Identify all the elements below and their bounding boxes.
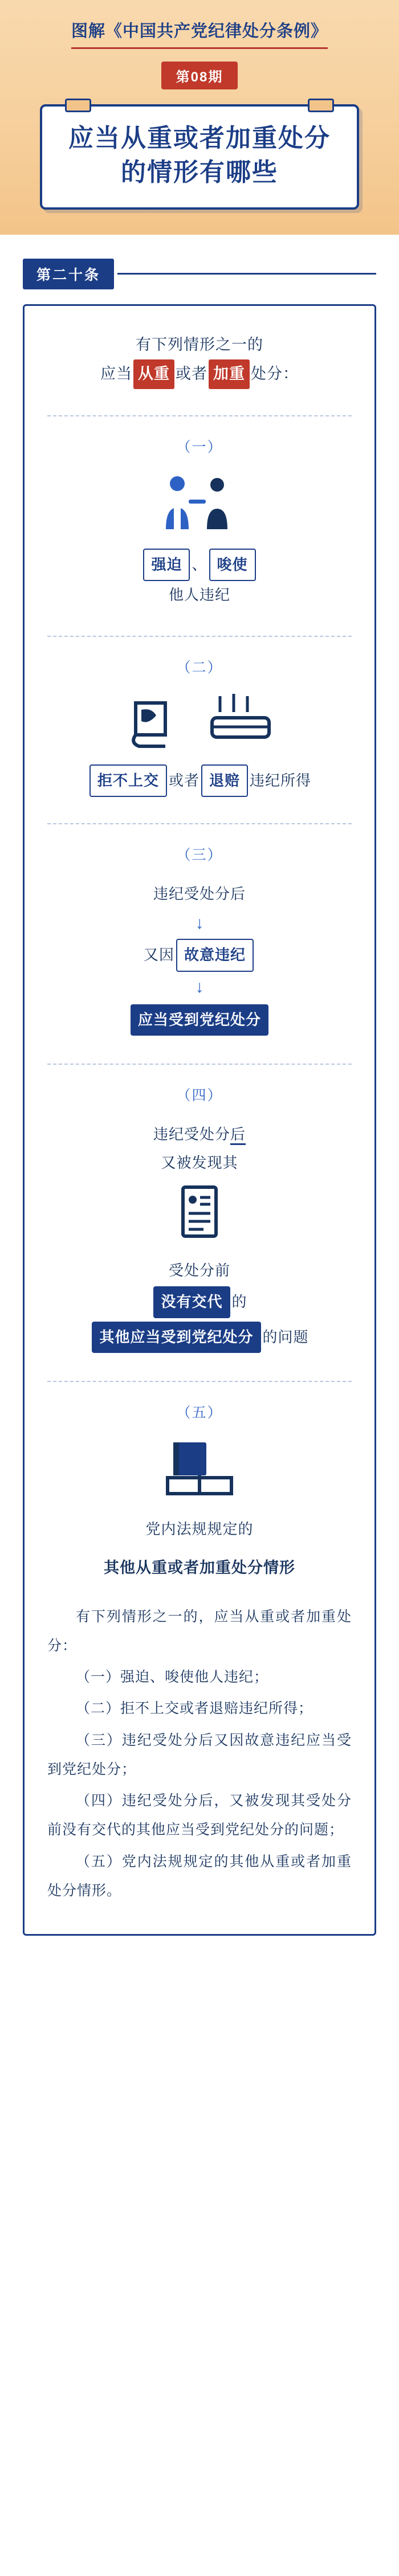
closing-paragraph-0: 有下列情形之一的，应当从重或者加重处分： bbox=[47, 1608, 352, 1654]
bottom-spacer bbox=[0, 1936, 399, 1970]
item-1-keywords bbox=[47, 549, 352, 581]
item-5-number: （五） bbox=[176, 1405, 223, 1421]
item-4-number: （四） bbox=[176, 1087, 223, 1104]
divider-2 bbox=[47, 636, 352, 637]
content-card bbox=[23, 304, 376, 1936]
item-4-line-3: 受处分前 bbox=[168, 1261, 230, 1279]
closing-paragraph-3: （三）违纪受处分后又因故意违纪应当受到党纪处分； bbox=[47, 1732, 352, 1777]
item-3-step-1: 违纪受处分后 bbox=[153, 885, 246, 902]
item-2-box-2: 退赔 bbox=[201, 764, 248, 797]
item-5-line-2: 其他从重或者加重处分情形 bbox=[104, 1559, 295, 1576]
item-2-number: （二） bbox=[176, 659, 223, 676]
item-1-number: （一） bbox=[176, 439, 223, 455]
item-3-step-3 bbox=[47, 1003, 352, 1037]
item-4-box-2-tail: 的问题 bbox=[262, 1328, 309, 1346]
closing-text bbox=[47, 1602, 352, 1906]
document-icon bbox=[174, 1183, 225, 1242]
main-title-line-2: 的情形有哪些 bbox=[121, 158, 278, 187]
divider-5 bbox=[47, 1381, 352, 1382]
lead-text bbox=[47, 331, 352, 389]
two-people-icon bbox=[157, 472, 242, 534]
article-tag: 第二十条 bbox=[23, 259, 114, 289]
item-3-arrow-2: ↓ bbox=[195, 977, 204, 996]
item-2-keywords bbox=[47, 764, 352, 797]
closing-paragraph-2: （二）拒不上交或者退赔违纪所得； bbox=[76, 1700, 314, 1717]
item-1-illustration bbox=[47, 472, 352, 534]
item-2-tail: 违纪所得 bbox=[250, 771, 312, 789]
main-title-box bbox=[40, 104, 359, 210]
divider-3 bbox=[47, 823, 352, 824]
item-1-box-1: 强迫 bbox=[143, 549, 190, 581]
item-5-line-1: 党内法规规定的 bbox=[145, 1520, 254, 1538]
item-4-illustration bbox=[47, 1183, 352, 1242]
item-1-box-2: 唆使 bbox=[209, 549, 256, 581]
article-tag-row bbox=[23, 259, 376, 289]
lead-prefix: 应当 bbox=[100, 365, 132, 382]
item-3-number: （三） bbox=[176, 847, 223, 863]
item-4-line-2: 又被发现其 bbox=[161, 1154, 238, 1171]
item-2-illustration bbox=[47, 693, 352, 750]
item-2-box-1: 拒不上交 bbox=[89, 764, 167, 797]
item-5-illustration bbox=[47, 1438, 352, 1500]
closing-paragraph-5: （五）党内法规规定的其他从重或者加重处分情形。 bbox=[47, 1853, 352, 1899]
wallet-icon bbox=[206, 693, 275, 750]
closing-paragraph-4: （四）违纪受处分后，又被发现其受处分前没有交代的其他应当受到党纪处分的问题； bbox=[47, 1793, 352, 1838]
item-1-connector: 、 bbox=[192, 555, 207, 573]
item-4-line-5 bbox=[47, 1320, 352, 1355]
lead-highlight-congzhong: 从重 bbox=[133, 359, 174, 389]
series-title: 图解《中国共产党纪律处分条例》 bbox=[71, 19, 328, 49]
lead-suffix: 处分： bbox=[251, 365, 299, 382]
item-4-box-2: 其他应当受到党纪处分 bbox=[92, 1322, 260, 1353]
tag-rule-divider bbox=[117, 273, 376, 275]
book-icon bbox=[160, 1438, 239, 1500]
item-4-line-1 bbox=[47, 1121, 352, 1148]
item-3-step-2-prefix: 又因 bbox=[143, 946, 174, 964]
item-4-line-1-underline: 后 bbox=[230, 1126, 246, 1145]
item-1-tail: 他人违纪 bbox=[168, 586, 230, 604]
item-4-line-1-prefix: 违纪受处分 bbox=[153, 1126, 230, 1143]
item-3-step-3-box: 应当受到党纪处分 bbox=[131, 1004, 268, 1036]
item-2-middle: 或者 bbox=[168, 771, 199, 789]
item-3-step-2-box: 故意违纪 bbox=[176, 939, 254, 971]
lead-middle: 或者 bbox=[176, 365, 207, 382]
lead-line-2 bbox=[47, 359, 352, 389]
closing-paragraph-1: （一）强迫、唆使他人违纪； bbox=[76, 1669, 269, 1685]
divider-4 bbox=[47, 1064, 352, 1065]
lead-highlight-jiazhong: 加重 bbox=[209, 359, 250, 389]
item-3-arrow-1: ↓ bbox=[195, 914, 204, 933]
item-3-step-2 bbox=[47, 939, 352, 971]
item-4-box-1-tail: 的 bbox=[231, 1293, 247, 1311]
page-header bbox=[0, 0, 399, 235]
item-4-line-4 bbox=[47, 1285, 352, 1319]
lead-line-1: 有下列情形之一的 bbox=[136, 336, 263, 353]
divider-1 bbox=[47, 415, 352, 416]
item-4-box-1: 没有交代 bbox=[153, 1286, 230, 1318]
issue-badge: 第08期 bbox=[161, 62, 238, 89]
main-title-line-1: 应当从重或者加重处分 bbox=[68, 124, 331, 152]
money-hand-icon bbox=[124, 693, 187, 750]
